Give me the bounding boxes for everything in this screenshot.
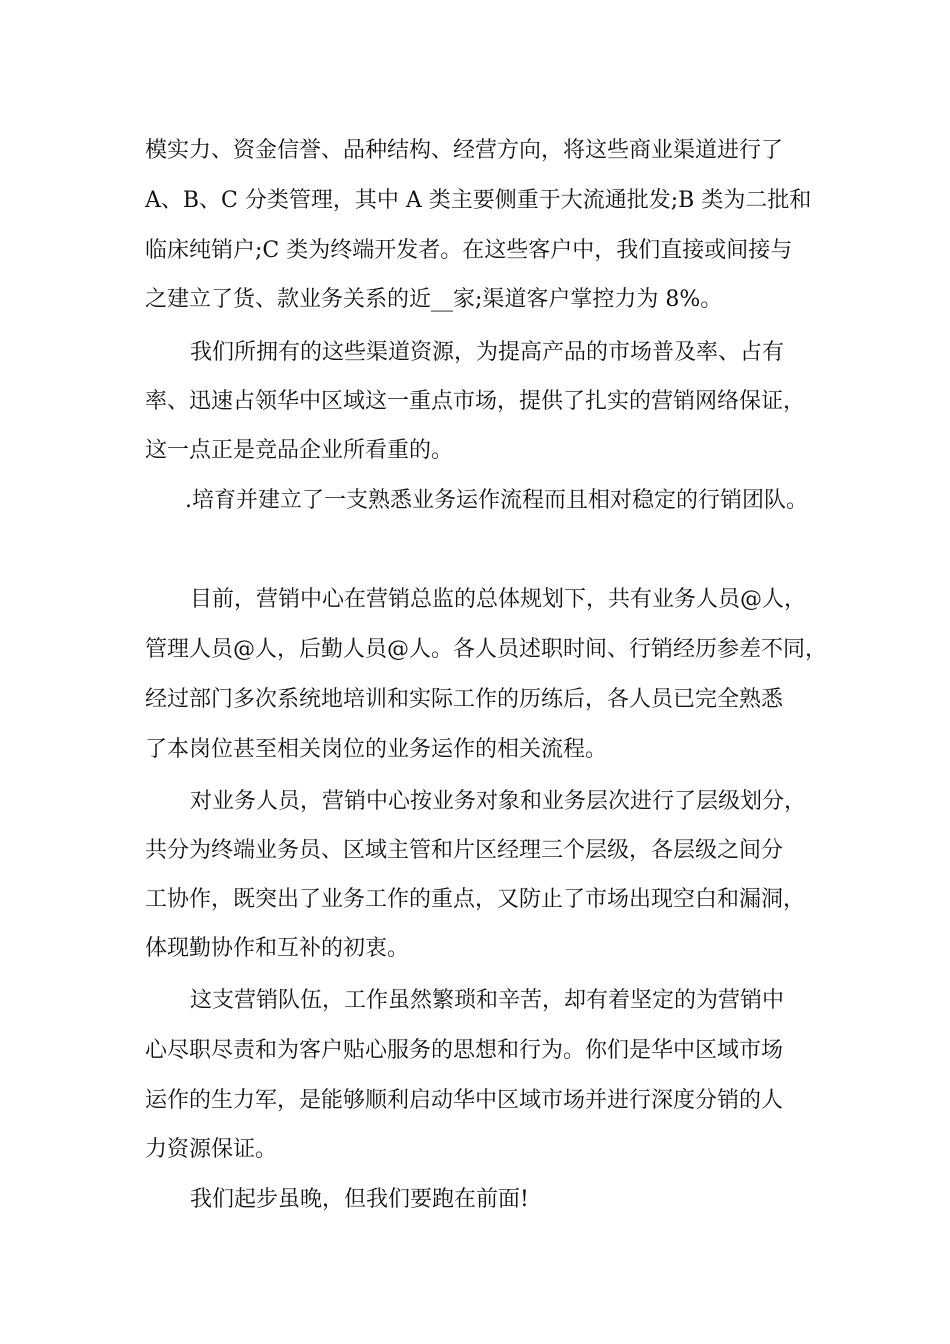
text-line: 了本岗位甚至相关岗位的业务运作的相关流程。 (145, 737, 608, 762)
text-line: 经过部门多次系统地培训和实际工作的历练后，各人员已完全熟悉 (145, 687, 784, 712)
text-line: 体现勤协作和互补的初衷。 (145, 936, 410, 961)
text-line: 力资源保证。 (145, 1137, 278, 1162)
text-line: A、B、C 分类管理，其中 A 类主要侧重于大流通批发;B 类为二批和 (145, 188, 812, 213)
text-line: 运作的生力军，是能够顺利启动华中区域市场并进行深度分销的人 (145, 1088, 784, 1113)
text-line: 之建立了货、款业务关系的近__家;渠道客户掌控力为 8%。 (145, 287, 723, 312)
text-line: .培育并建立了一支熟悉业务运作流程而且相对稳定的行销团队。 (185, 488, 808, 513)
text-line: 模实力、资金信誉、品种结构、经营方向，将这些商业渠道进行了 (145, 138, 784, 163)
text-line: 目前，营销中心在营销总监的总体规划下，共有业务人员@人， (190, 587, 807, 612)
text-line: 工协作，既突出了业务工作的重点，又防止了市场出现空白和漏洞， (145, 887, 806, 912)
text-line: 这支营销队伍，工作虽然繁琐和辛苦，却有着坚定的为营销中 (190, 988, 785, 1013)
text-line: 临床纯销户;C 类为终端开发者。在这些客户中，我们直接或间接与 (145, 238, 793, 263)
text-line: 心尽职尽责和为客户贴心服务的思想和行为。你们是华中区域市场 (145, 1038, 784, 1063)
text-line: 我们起步虽晚，但我们要跑在前面! (190, 1187, 529, 1212)
text-line: 共分为终端业务员、区域主管和片区经理三个层级，各层级之间分 (145, 838, 784, 863)
text-line: 率、迅速占领华中区域这一重点市场，提供了扎实的营销网络保证， (145, 389, 806, 414)
text-line: 我们所拥有的这些渠道资源，为提高产品的市场普及率、占有 (190, 340, 785, 365)
text-line: 管理人员@人，后勤人员@人。各人员述职时间、行销经历参差不同， (145, 637, 828, 662)
text-line: 这一点正是竞品企业所看重的。 (145, 438, 454, 463)
text-line: 对业务人员，营销中心按业务对象和业务层次进行了层级划分， (190, 789, 807, 814)
